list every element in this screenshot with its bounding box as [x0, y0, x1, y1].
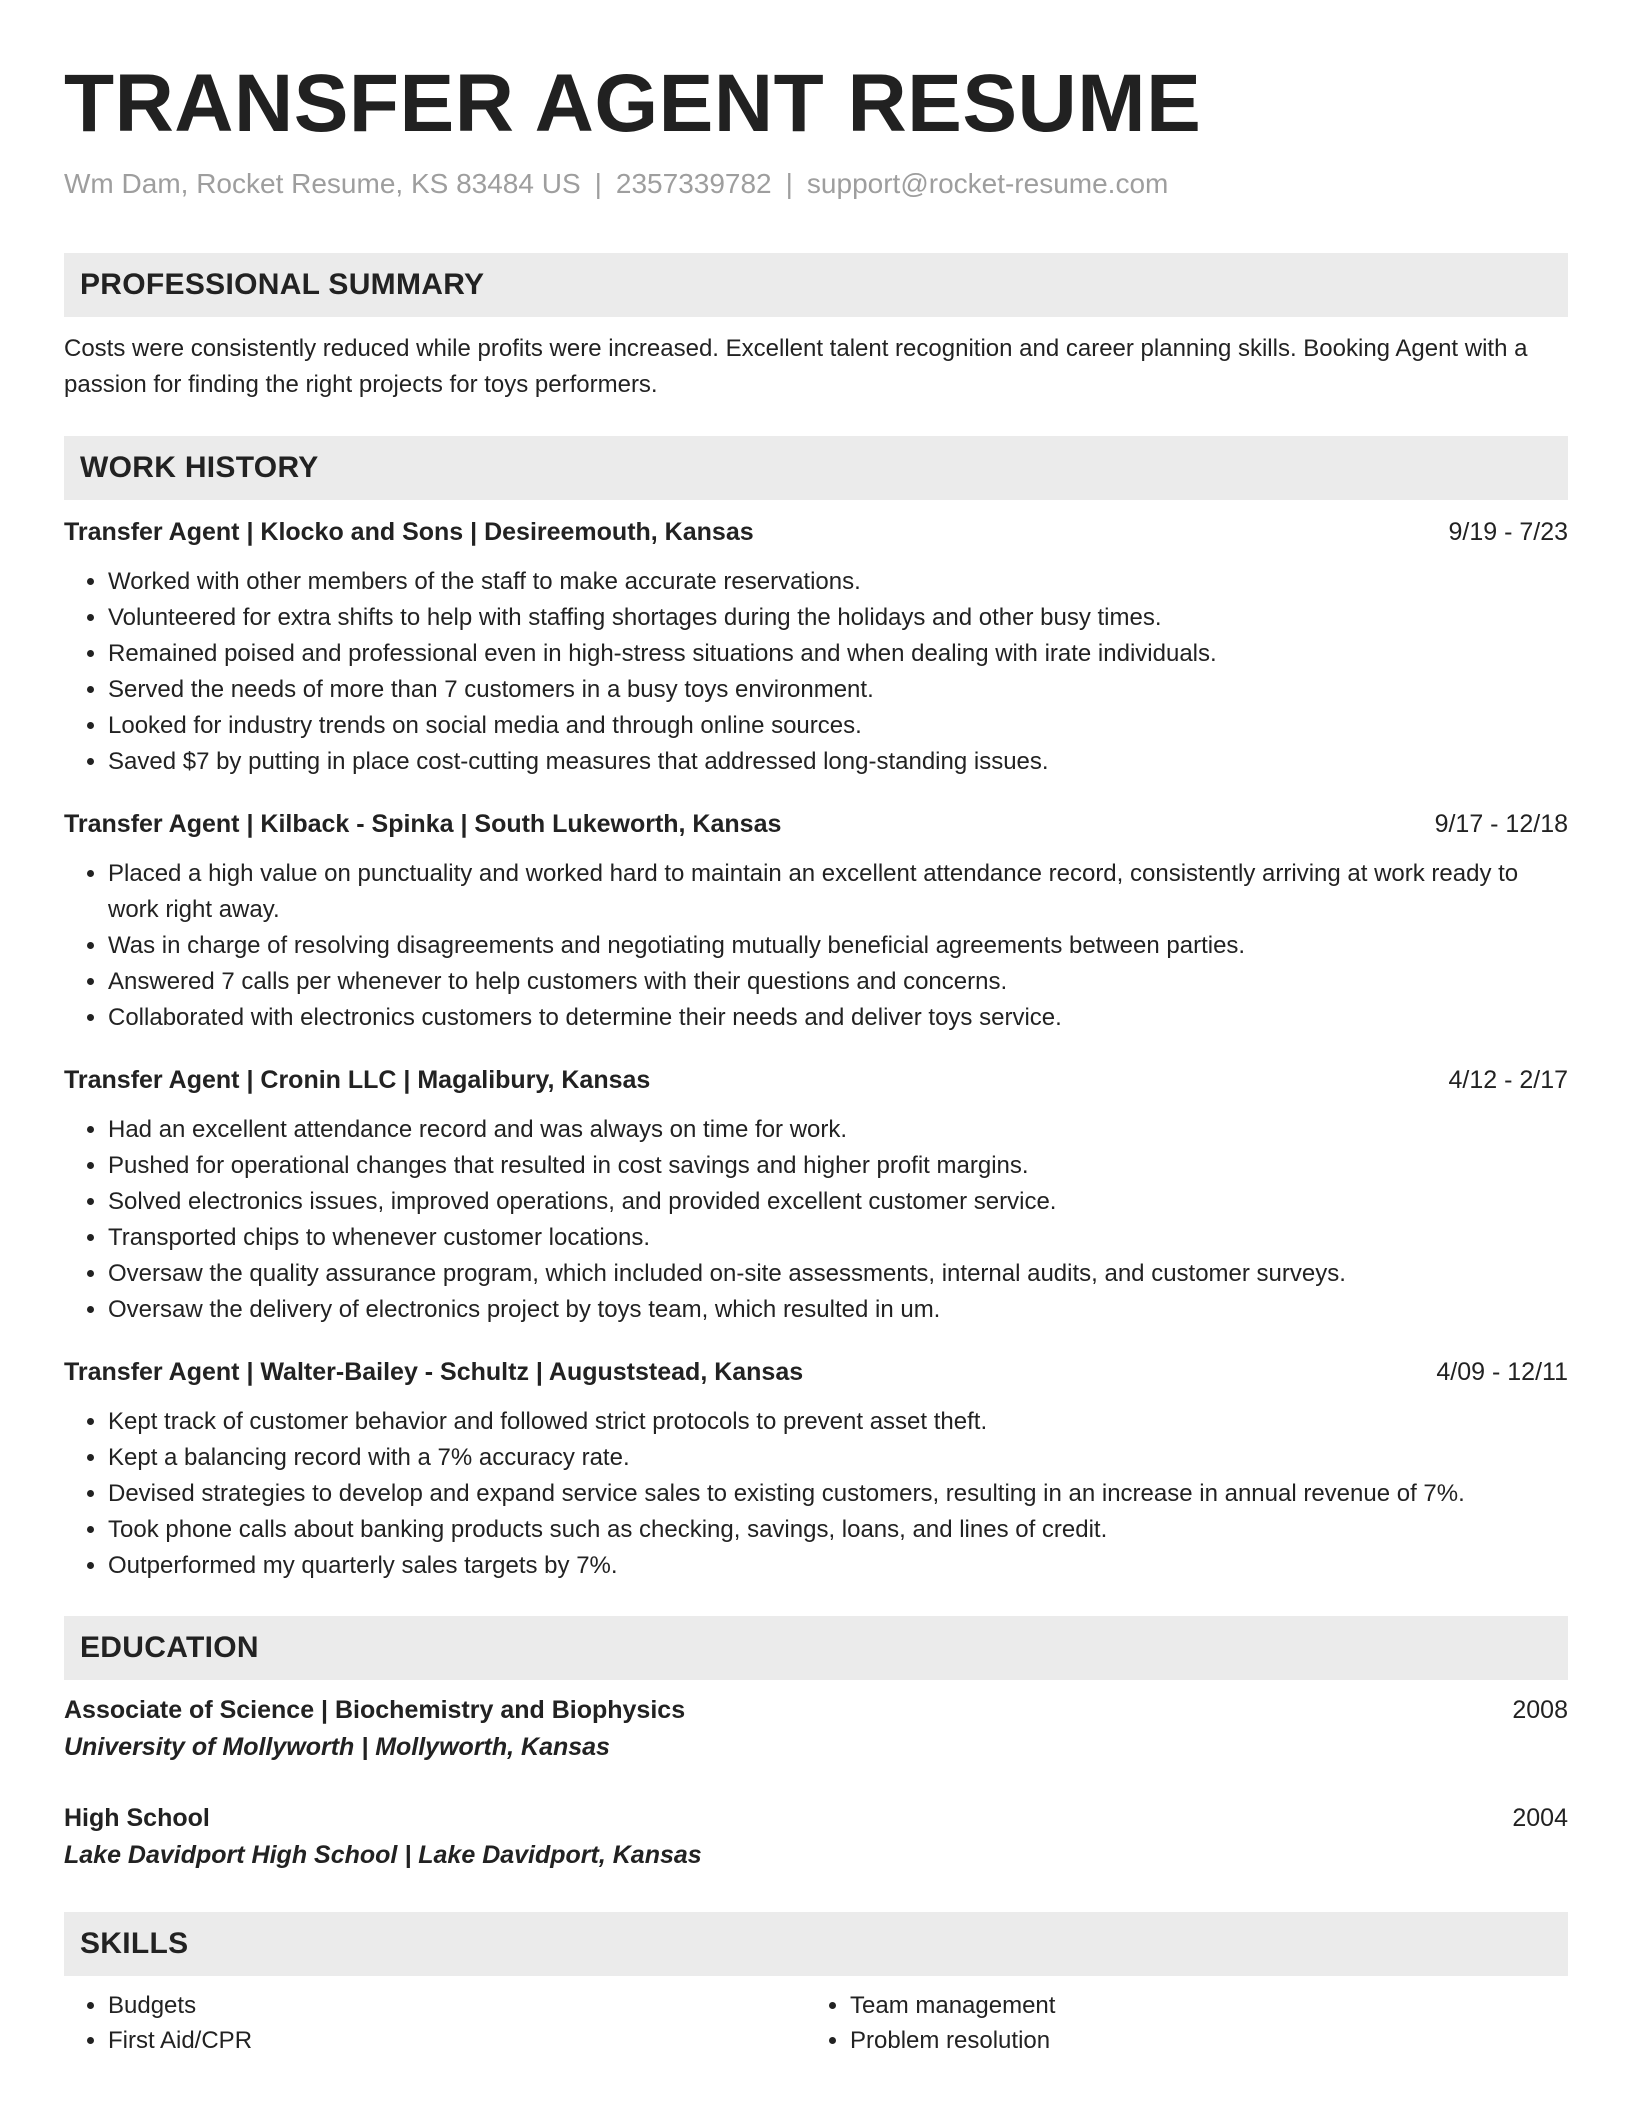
job-bullet: • Answered 7 calls per whenever to help customers with their questions and concerns. — [108, 964, 1568, 1000]
job-bullet: • Served the needs of more than 7 customers in a busy toys environment. — [108, 672, 1568, 708]
job-bullet: • Transported chips to whenever customer locations. — [108, 1220, 1568, 1256]
education-degree: Associate of Science | Biochemistry and Biophysics — [64, 1696, 686, 1724]
contact-separator: | — [594, 168, 602, 199]
summary-text: Costs were consistently reduced while profits were increased. Excellent talent recognition and career planning skills. Booking Agent with a passion for finding the right projects for toys performers. — [64, 335, 1528, 398]
skills-column-left — [64, 1988, 806, 2058]
job-bullet: • Kept a balancing record with a 7% accuracy rate. — [108, 1440, 1568, 1476]
contact-address: Wm Dam, Rocket Resume, KS 83484 US — [64, 168, 581, 199]
skills-list — [64, 1988, 1568, 2058]
contact-separator: | — [785, 168, 793, 199]
job-bullets — [64, 1112, 1568, 1328]
job-bullets — [64, 564, 1568, 780]
education-school: Lake Davidport High School | Lake Davidport, Kansas — [64, 1841, 702, 1869]
job-bullet: • Was in charge of resolving disagreements and negotiating mutually beneficial agreements between parties. — [108, 928, 1568, 964]
education-entry — [64, 1800, 1568, 1874]
job-title: Transfer Agent | Cronin LLC | Magalibury, Kansas — [64, 1066, 651, 1094]
job-dates: 9/17 - 12/18 — [1434, 810, 1568, 838]
job-entry — [64, 1354, 1568, 1584]
contact-line — [64, 166, 1568, 202]
skills-column-right — [806, 1988, 1550, 2058]
section-heading-summary: PROFESSIONAL SUMMARY — [64, 253, 1568, 317]
education-school: University of Mollyworth | Mollyworth, Kansas — [64, 1733, 610, 1761]
job-bullet: • Remained poised and professional even in high-stress situations and when dealing with irate individuals. — [108, 636, 1568, 672]
education-year: 2008 — [1512, 1696, 1568, 1724]
contact-email: support@rocket-resume.com — [806, 168, 1169, 199]
section-heading-education: EDUCATION — [64, 1616, 1568, 1680]
job-header — [64, 1354, 1568, 1390]
job-entry — [64, 514, 1568, 780]
job-bullet: • Pushed for operational changes that resulted in cost savings and higher profit margins. — [108, 1148, 1568, 1184]
job-bullet: • Placed a high value on punctuality and worked hard to maintain an excellent attendance record, consistently arriving at work ready to work right away. — [108, 856, 1568, 928]
job-header — [64, 806, 1568, 842]
job-bullet: • Oversaw the quality assurance program, which included on-site assessments, internal audits, and customer surveys. — [108, 1256, 1568, 1292]
job-bullet: • Took phone calls about banking products such as checking, savings, loans, and lines of credit. — [108, 1512, 1568, 1548]
job-bullet: • Kept track of customer behavior and followed strict protocols to prevent asset theft. — [108, 1404, 1568, 1440]
job-title: Transfer Agent | Klocko and Sons | Desireemouth, Kansas — [64, 518, 754, 546]
education-header — [64, 1692, 1568, 1728]
resume-page — [64, 0, 1568, 2058]
job-entry — [64, 806, 1568, 1036]
job-bullet: • Saved $7 by putting in place cost-cutting measures that addressed long-standing issues. — [108, 744, 1568, 780]
job-entry — [64, 1062, 1568, 1328]
resume-title: TRANSFER AGENT RESUME — [64, 58, 1202, 149]
job-bullet: • Volunteered for extra shifts to help with staffing shortages during the holidays and other busy times. — [108, 600, 1568, 636]
section-heading-skills: SKILLS — [64, 1912, 1568, 1976]
skill-item: • Problem resolution — [850, 2023, 1550, 2058]
education-year: 2004 — [1512, 1804, 1568, 1832]
job-bullet: • Looked for industry trends on social media and through online sources. — [108, 708, 1568, 744]
job-bullets — [64, 1404, 1568, 1584]
skill-item: • Team management — [850, 1988, 1550, 2023]
job-dates: 4/12 - 2/17 — [1448, 1066, 1568, 1094]
skill-item: • Budgets — [108, 1988, 806, 2023]
job-bullet: • Worked with other members of the staff to make accurate reservations. — [108, 564, 1568, 600]
education-entry — [64, 1692, 1568, 1766]
job-title: Transfer Agent | Walter-Bailey - Schultz | Auguststead, Kansas — [64, 1358, 804, 1386]
job-bullet: • Oversaw the delivery of electronics project by toys team, which resulted in um. — [108, 1292, 1568, 1328]
contact-phone: 2357339782 — [615, 168, 772, 199]
education-header — [64, 1800, 1568, 1836]
section-heading-work-history: WORK HISTORY — [64, 436, 1568, 500]
job-bullet: • Devised strategies to develop and expand service sales to existing customers, resulting in an increase in annual revenue of 7%. — [108, 1476, 1568, 1512]
job-header — [64, 514, 1568, 550]
education-degree: High School — [64, 1804, 210, 1832]
job-dates: 9/19 - 7/23 — [1448, 518, 1568, 546]
job-header — [64, 1062, 1568, 1098]
job-bullet: • Had an excellent attendance record and was always on time for work. — [108, 1112, 1568, 1148]
job-bullet: • Collaborated with electronics customers to determine their needs and deliver toys service. — [108, 1000, 1568, 1036]
skill-item: • First Aid/CPR — [108, 2023, 806, 2058]
job-bullet: • Solved electronics issues, improved operations, and provided excellent customer service. — [108, 1184, 1568, 1220]
job-bullets — [64, 856, 1568, 1036]
job-title: Transfer Agent | Kilback - Spinka | South Lukeworth, Kansas — [64, 810, 782, 838]
job-bullet: • Outperformed my quarterly sales targets by 7%. — [108, 1548, 1568, 1584]
job-dates: 4/09 - 12/11 — [1436, 1358, 1568, 1386]
